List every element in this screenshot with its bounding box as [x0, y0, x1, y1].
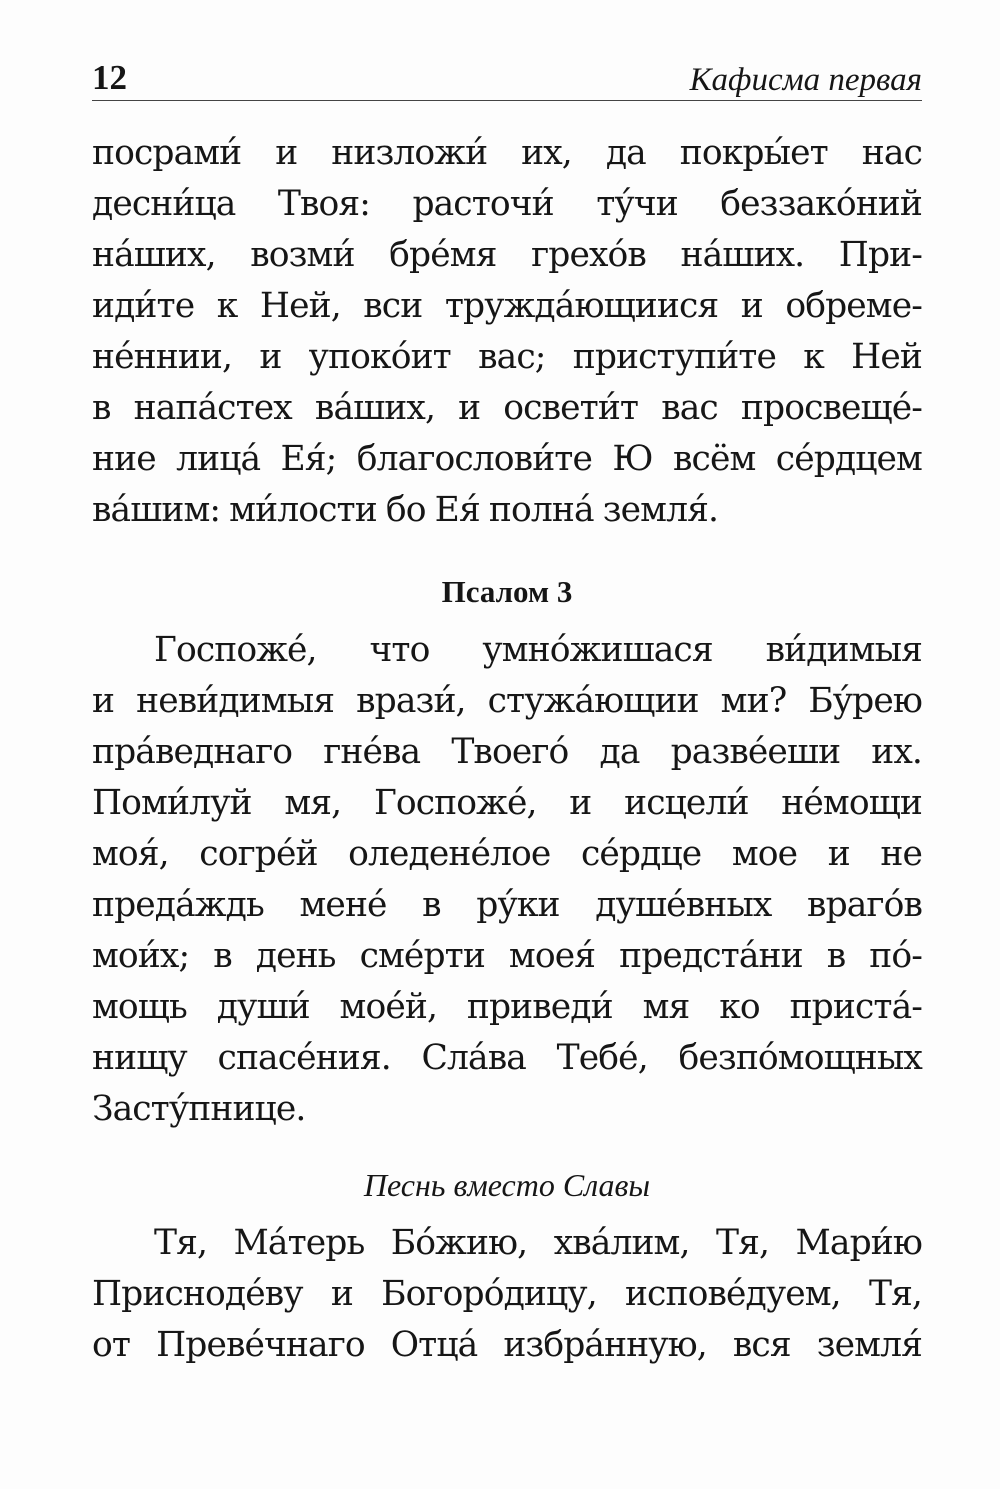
running-head	[92, 58, 922, 104]
header-rule	[92, 100, 922, 101]
text-line: моя́, согре́й оледене́лое се́рдце мое и не	[92, 834, 922, 874]
page-number: 12	[92, 58, 127, 97]
text-line: нищу спасе́ния. Сла́ва Тебе́, безпо́мощных	[92, 1038, 922, 1078]
text-line: посрами́ и низложи́ их, да покры́ет нас	[92, 133, 922, 173]
text-line: ние лица́ Ея́; благослови́те Ю всём се́рдцем	[92, 439, 922, 479]
text-line: на́ших, возми́ бре́мя грехо́в на́ших. При-	[92, 235, 922, 275]
text-line: Присноде́ву и Богоро́дицу, испове́дуем, Тя,	[92, 1274, 922, 1314]
song-heading: Песнь вместо Славы	[363, 1167, 651, 1203]
text-line: Поми́луй мя, Госпоже́, и исцели́ не́мощи	[92, 783, 922, 823]
text-line: не́ннии, и упоко́ит вас; приступи́те к Ней	[92, 337, 922, 377]
running-title: Кафисма первая	[689, 62, 922, 98]
text-line: десни́ца Твоя: расточи́ ту́чи беззако́ний	[92, 184, 922, 224]
text-line: Тя, Ма́терь Бо́жию, хва́лим, Тя, Мари́ю	[154, 1223, 922, 1263]
text-line: Засту́пнице.	[92, 1089, 306, 1129]
text-line: от Преве́чнаго Отца́ избра́нную, вся земля́	[92, 1325, 922, 1365]
text-line: иди́те к Ней, вси тружда́ющиися и обреме-	[92, 286, 922, 326]
text-line: преда́ждь мене́ в ру́ки душе́вных враго́в	[92, 885, 922, 925]
text-line: и неви́димыя врази́, стужа́ющии ми? Бу́рею	[92, 681, 922, 721]
psalm-paragraph	[92, 625, 922, 1135]
psalm-heading: Псалом 3	[441, 574, 573, 609]
song-paragraph	[92, 1218, 922, 1371]
text-line: мощь души́ мое́й, приведи́ мя ко приста́-	[92, 987, 922, 1027]
text-line: пра́веднаго гне́ва Твоего́ да разве́еши их.	[92, 732, 922, 772]
text-line: в напа́стех ва́ших, и освети́т вас просвеще́-	[92, 388, 922, 428]
text-line: ва́шим: ми́лости бо Ея́ полна́ земля́.	[92, 490, 719, 530]
paragraph-continuation	[92, 128, 922, 536]
text-line: Госпоже́, что умно́жишася ви́димыя	[154, 630, 922, 670]
text-line: мои́х; в день сме́рти моея́ предста́ни в по́-	[92, 936, 922, 976]
